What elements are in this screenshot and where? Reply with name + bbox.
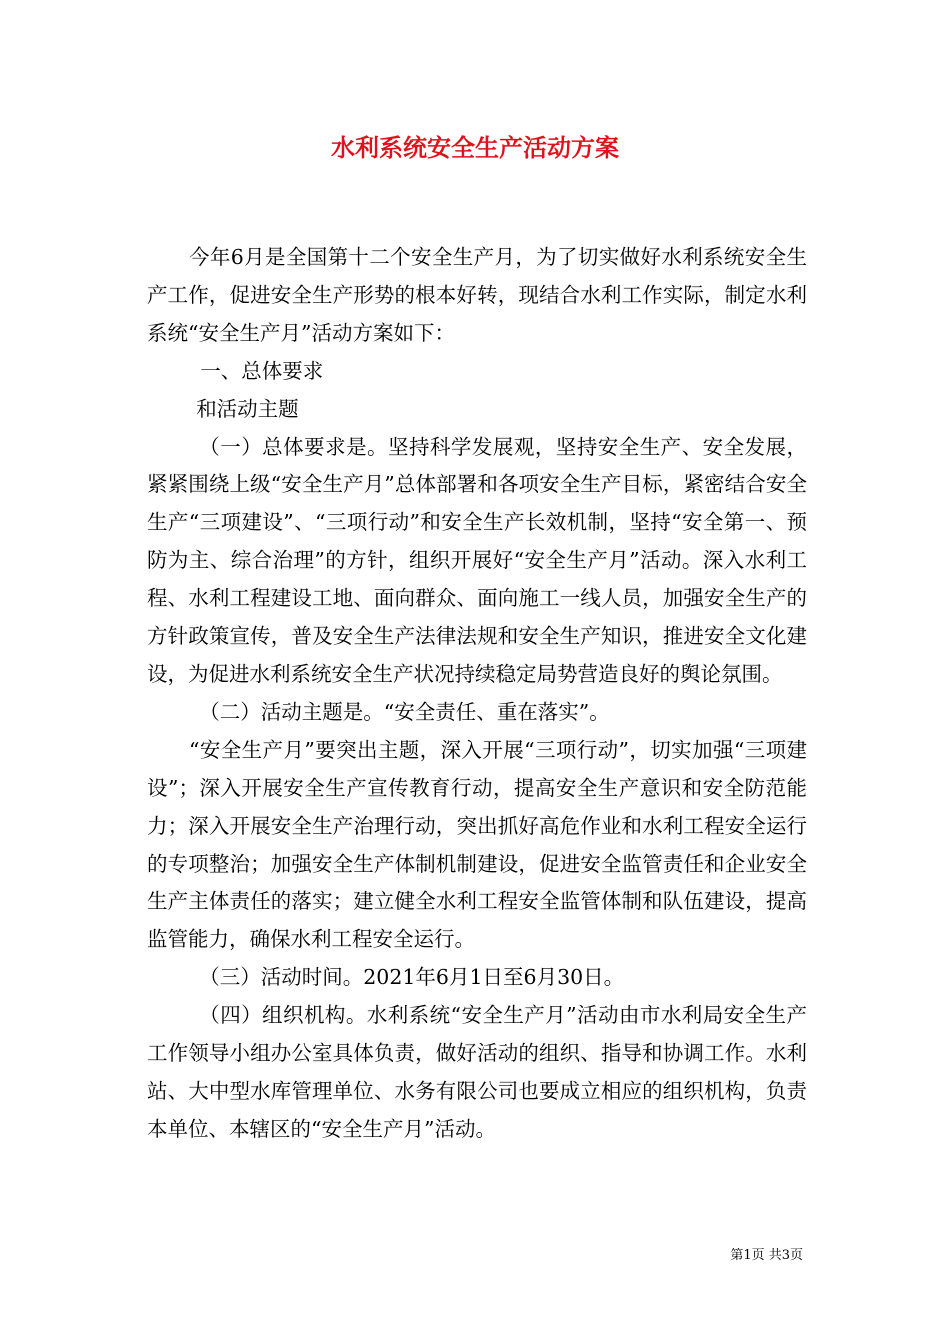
page-number-footer: 第1页 共3页 xyxy=(730,1248,803,1263)
section-heading-theme: 和活动主题 xyxy=(196,396,299,421)
intro-paragraph: 今年6月是全国第十二个安全生产月，为了切实做好水利系统安全生产工作，促进安全生产形势的根本好转，现结合水利工作实际，制定水利系统“安全生产月”活动方案如下： xyxy=(147,245,807,345)
paragraph-activity-theme: （二）活动主题是。“安全责任、重在落实”。 xyxy=(199,699,610,724)
paragraph-activity-time: （三）活动时间。2021年6月1日至6月30日。 xyxy=(199,965,625,990)
paragraph-organization: （四）组织机构。水利系统“安全生产月”活动由市水利局安全生产工作领导小组办公室具体负责，做好活动的组织、指导和协调工作。水利站、大中型水库管理单位、水务有限公司也要成立相应的组织机构，负责本单位、本辖区的“安全生产月”活动。 xyxy=(147,1003,807,1141)
section-heading-general-requirements: 一、总体要求 xyxy=(200,358,324,383)
paragraph-theme-details: “安全生产月”要突出主题，深入开展“三项行动”，切实加强“三项建设”；深入开展安全生产宣传教育行动，提高安全生产意识和安全防范能力；深入开展安全生产治理行动，突出抓好高危作业和水利工程安全运行的专项整治；加强安全生产体制机制建设，促进安全监管责任和企业安全生产主体责任的落实；建立健全水利工程安全监管体制和队伍建设，提高监管能力，确保水利工程安全运行。 xyxy=(147,737,807,952)
document-title: 水利系统安全生产活动方案 xyxy=(331,133,619,162)
document-body xyxy=(147,239,807,1149)
paragraph-general-requirements: （一）总体要求是。坚持科学发展观，坚持安全生产、安全发展，紧紧围绕上级“安全生产月”总体部署和各项安全生产目标，紧密结合安全生产“三项建设”、“三项行动”和安全生产长效机制，坚持“安全第一、预防为主、综合治理”的方针，组织开展好“安全生产月”活动。深入水利工程、水利工程建设工地、面向群众、面向施工一线人员，加强安全生产的方针政策宣传，普及安全生产法律法规和安全生产知识，推进安全文化建设，为促进水利系统安全生产状况持续稳定局势营造良好的舆论氛围。 xyxy=(147,434,807,686)
